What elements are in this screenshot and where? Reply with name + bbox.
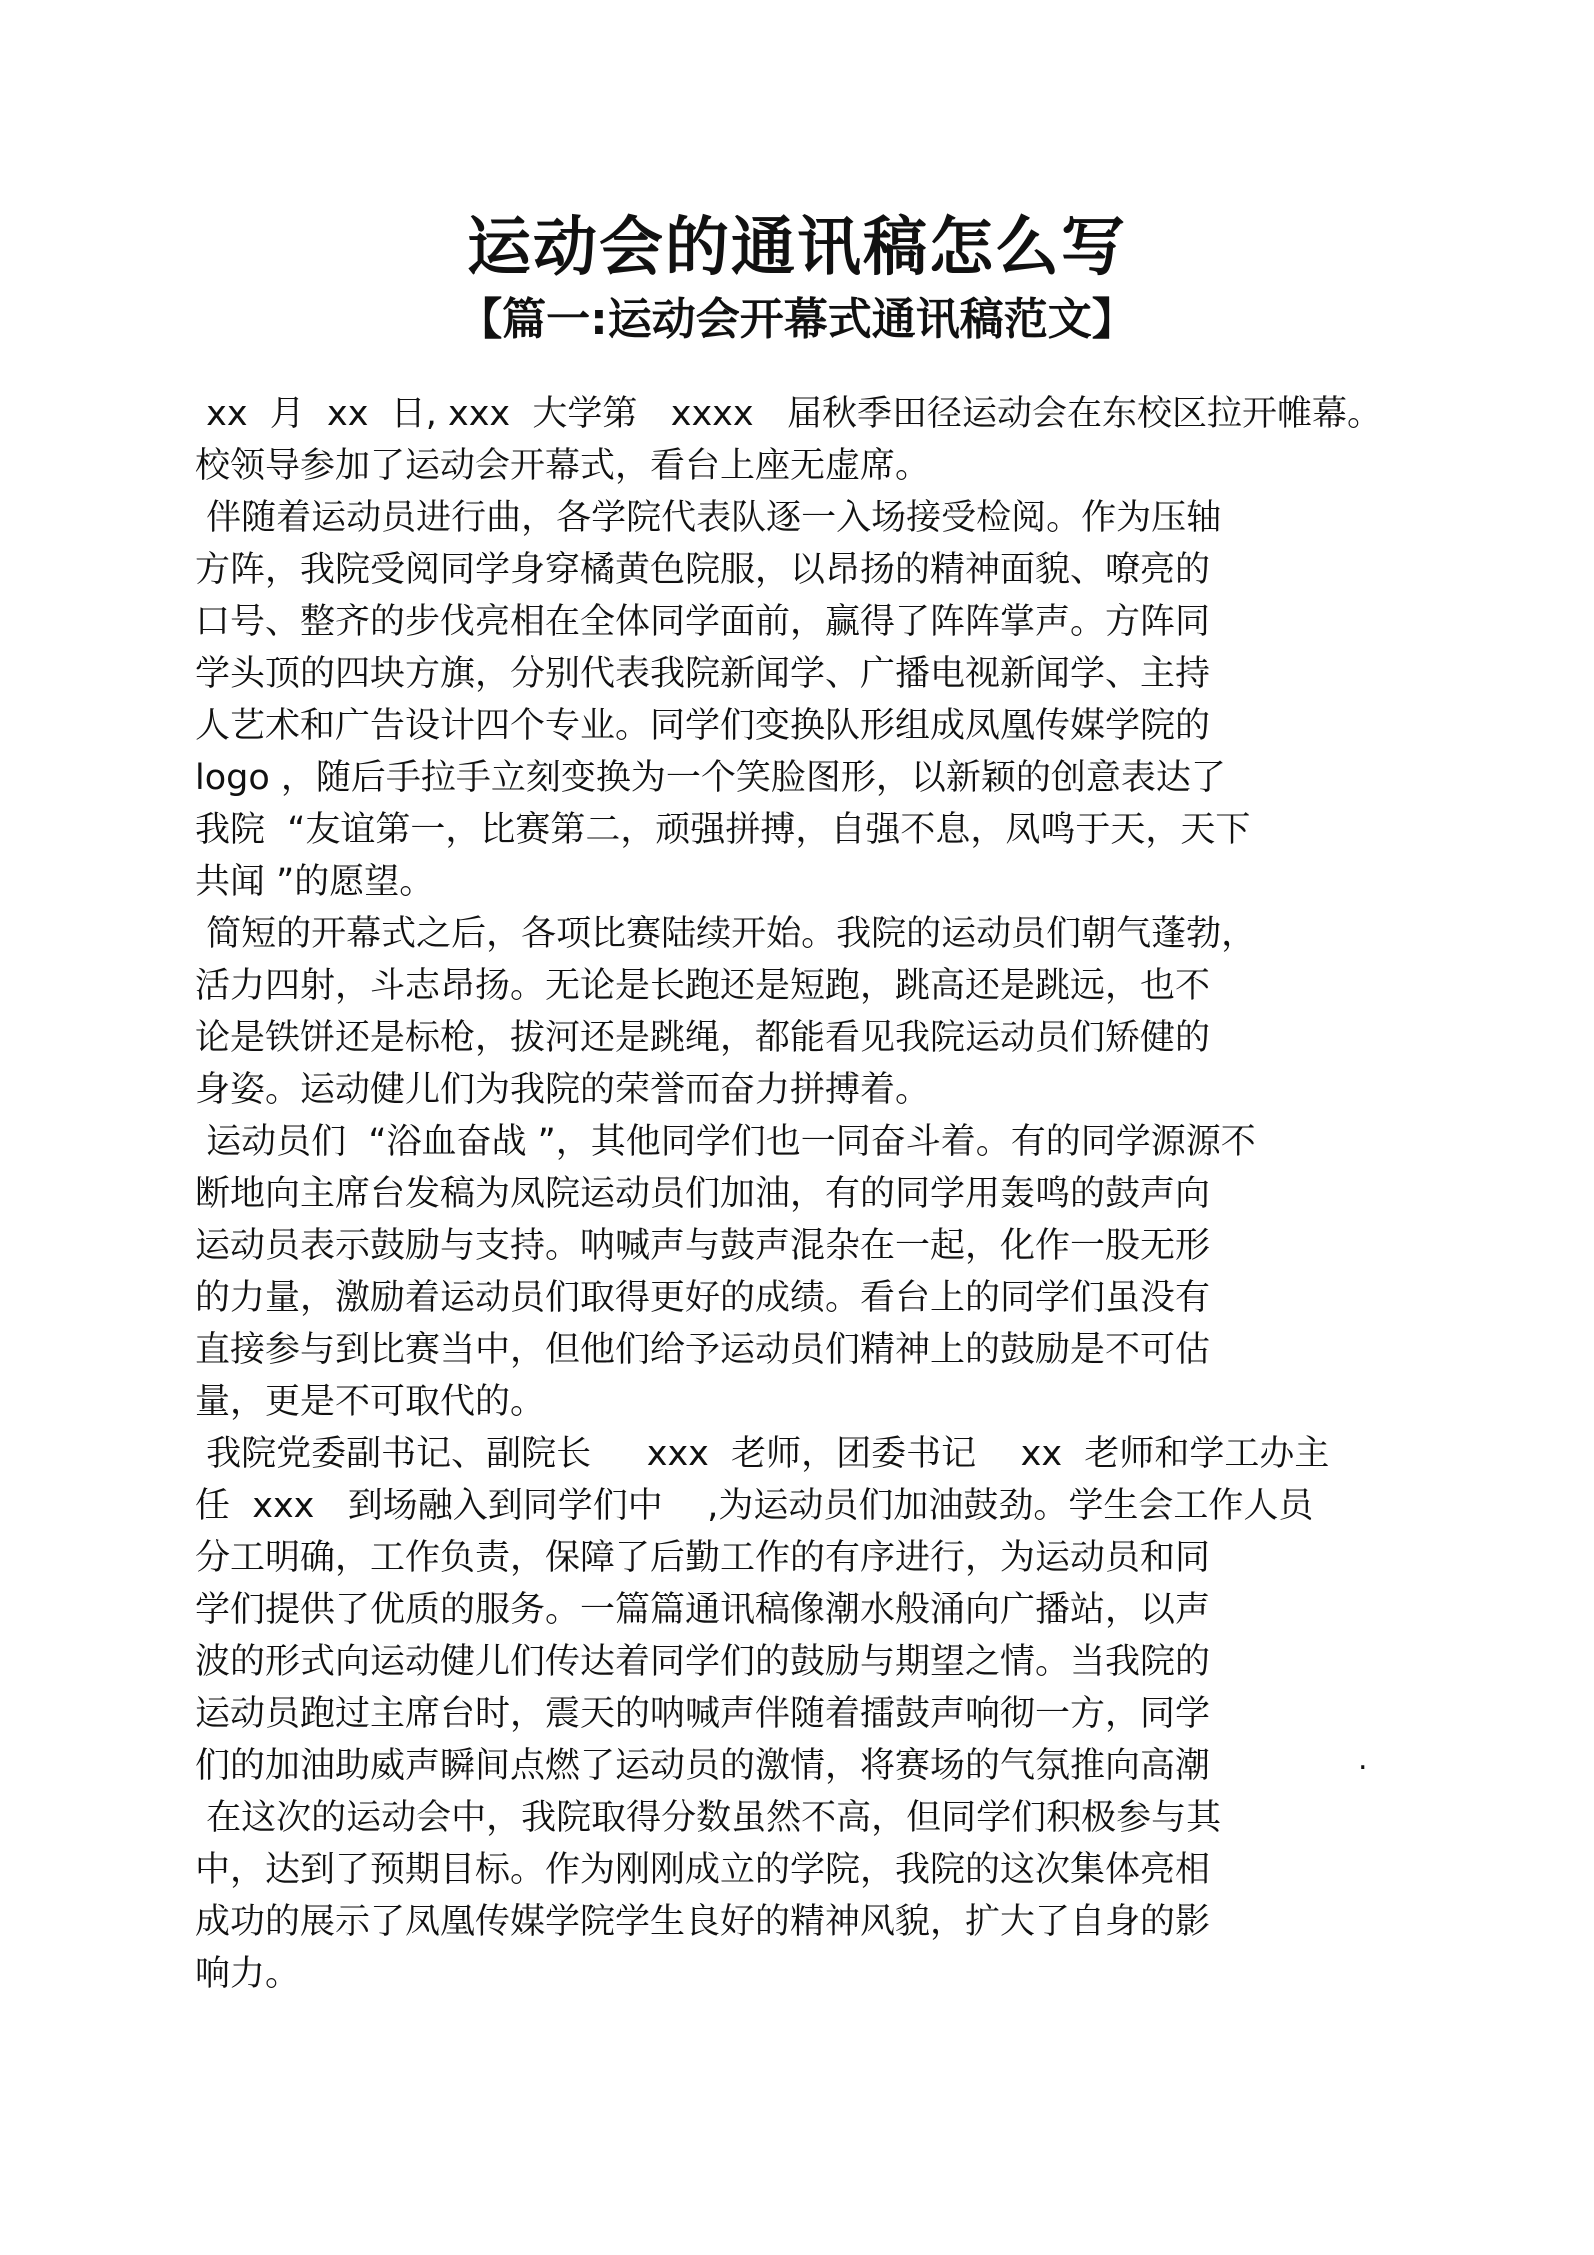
- body-line: 任 xxx 到场融入到同学们中 ,为运动员们加油鼓劲。学生会工作人员: [195, 1486, 1314, 1526]
- body-line: 伴随着运动员进行曲，各学院代表队逐一入场接受检阅。作为压轴: [195, 498, 1222, 538]
- body-line: 量，更是不可取代的。: [195, 1382, 546, 1422]
- document-subtitle: 【篇一:运动会开幕式通讯稿范文】: [458, 294, 1136, 345]
- body-line: 响力。: [195, 1954, 301, 1994]
- body-line: 方阵，我院受阅同学身穿橘黄色院服，以昂扬的精神面貌、嘹亮的: [195, 550, 1211, 590]
- stray-mark: .: [1358, 1742, 1368, 1777]
- body-line: 活力四射，斗志昂扬。无论是长跑还是短跑，跳高还是跳远，也不: [195, 966, 1211, 1006]
- body-line: 论是铁饼还是标枪，拔河还是跳绳，都能看见我院运动员们矫健的: [195, 1018, 1211, 1058]
- body-line: 学们提供了优质的服务。一篇篇通讯稿像潮水般涌向广播站，以声: [195, 1590, 1211, 1630]
- body-line: 口号、整齐的步伐亮相在全体同学面前，赢得了阵阵掌声。方阵同: [195, 602, 1211, 642]
- body-line: xx 月 xx 日, xxx 大学第 xxxx 届秋季田径运动会在东校区拉开帷幕。: [195, 394, 1382, 434]
- body-line: 我院党委副书记、副院长 xxx 老师，团委书记 xx 老师和学工办主: [195, 1434, 1330, 1474]
- body-line: 的力量，激励着运动员们取得更好的成绩。看台上的同学们虽没有: [195, 1278, 1211, 1318]
- document-title: 运动会的通讯稿怎么写: [467, 211, 1127, 285]
- body-line: 在这次的运动会中，我院取得分数虽然不高，但同学们积极参与其: [195, 1798, 1222, 1838]
- body-line: 运动员们 “浴血奋战 ”，其他同学们也一同奋斗着。有的同学源源不: [195, 1122, 1256, 1162]
- body-line: 们的加油助威声瞬间点燃了运动员的激情，将赛场的气氛推向高潮: [195, 1746, 1211, 1786]
- body-line: 人艺术和广告设计四个专业。同学们变换队形组成凤凰传媒学院的: [195, 706, 1211, 746]
- body-line: 我院 “友谊第一，比赛第二，顽强拼搏，自强不息，凤鸣于天，天下: [195, 810, 1251, 850]
- body-line: 简短的开幕式之后，各项比赛陆续开始。我院的运动员们朝气蓬勃，: [195, 914, 1257, 954]
- body-line: 学头顶的四块方旗，分别代表我院新闻学、广播电视新闻学、主持: [195, 654, 1211, 694]
- body-line: 中，达到了预期目标。作为刚刚成立的学院，我院的这次集体亮相: [195, 1850, 1211, 1890]
- body-line: 断地向主席台发稿为凤院运动员们加油，有的同学用轰鸣的鼓声向: [195, 1174, 1211, 1214]
- body-line: 波的形式向运动健儿们传达着同学们的鼓励与期望之情。当我院的: [195, 1642, 1211, 1682]
- body-line: logo ，随后手拉手立刻变换为一个笑脸图形，以新颖的创意表达了: [195, 758, 1226, 798]
- body-line: 运动员跑过主席台时，震天的呐喊声伴随着擂鼓声响彻一方，同学: [195, 1694, 1211, 1734]
- body-line: 分工明确，工作负责，保障了后勤工作的有序进行，为运动员和同: [195, 1538, 1211, 1578]
- body-line: 身姿。运动健儿们为我院的荣誉而奋力拼搏着。: [195, 1070, 931, 1110]
- body-line: 成功的展示了凤凰传媒学院学生良好的精神风貌，扩大了自身的影: [195, 1902, 1211, 1942]
- body-line: 共闻 ”的愿望。: [195, 862, 435, 902]
- document-body: [195, 388, 1395, 2000]
- body-line: 运动员表示鼓励与支持。呐喊声与鼓声混杂在一起，化作一股无形: [195, 1226, 1211, 1266]
- body-line: 直接参与到比赛当中，但他们给予运动员们精神上的鼓励是不可估: [195, 1330, 1211, 1370]
- body-line: 校领导参加了运动会开幕式，看台上座无虚席。: [195, 446, 931, 486]
